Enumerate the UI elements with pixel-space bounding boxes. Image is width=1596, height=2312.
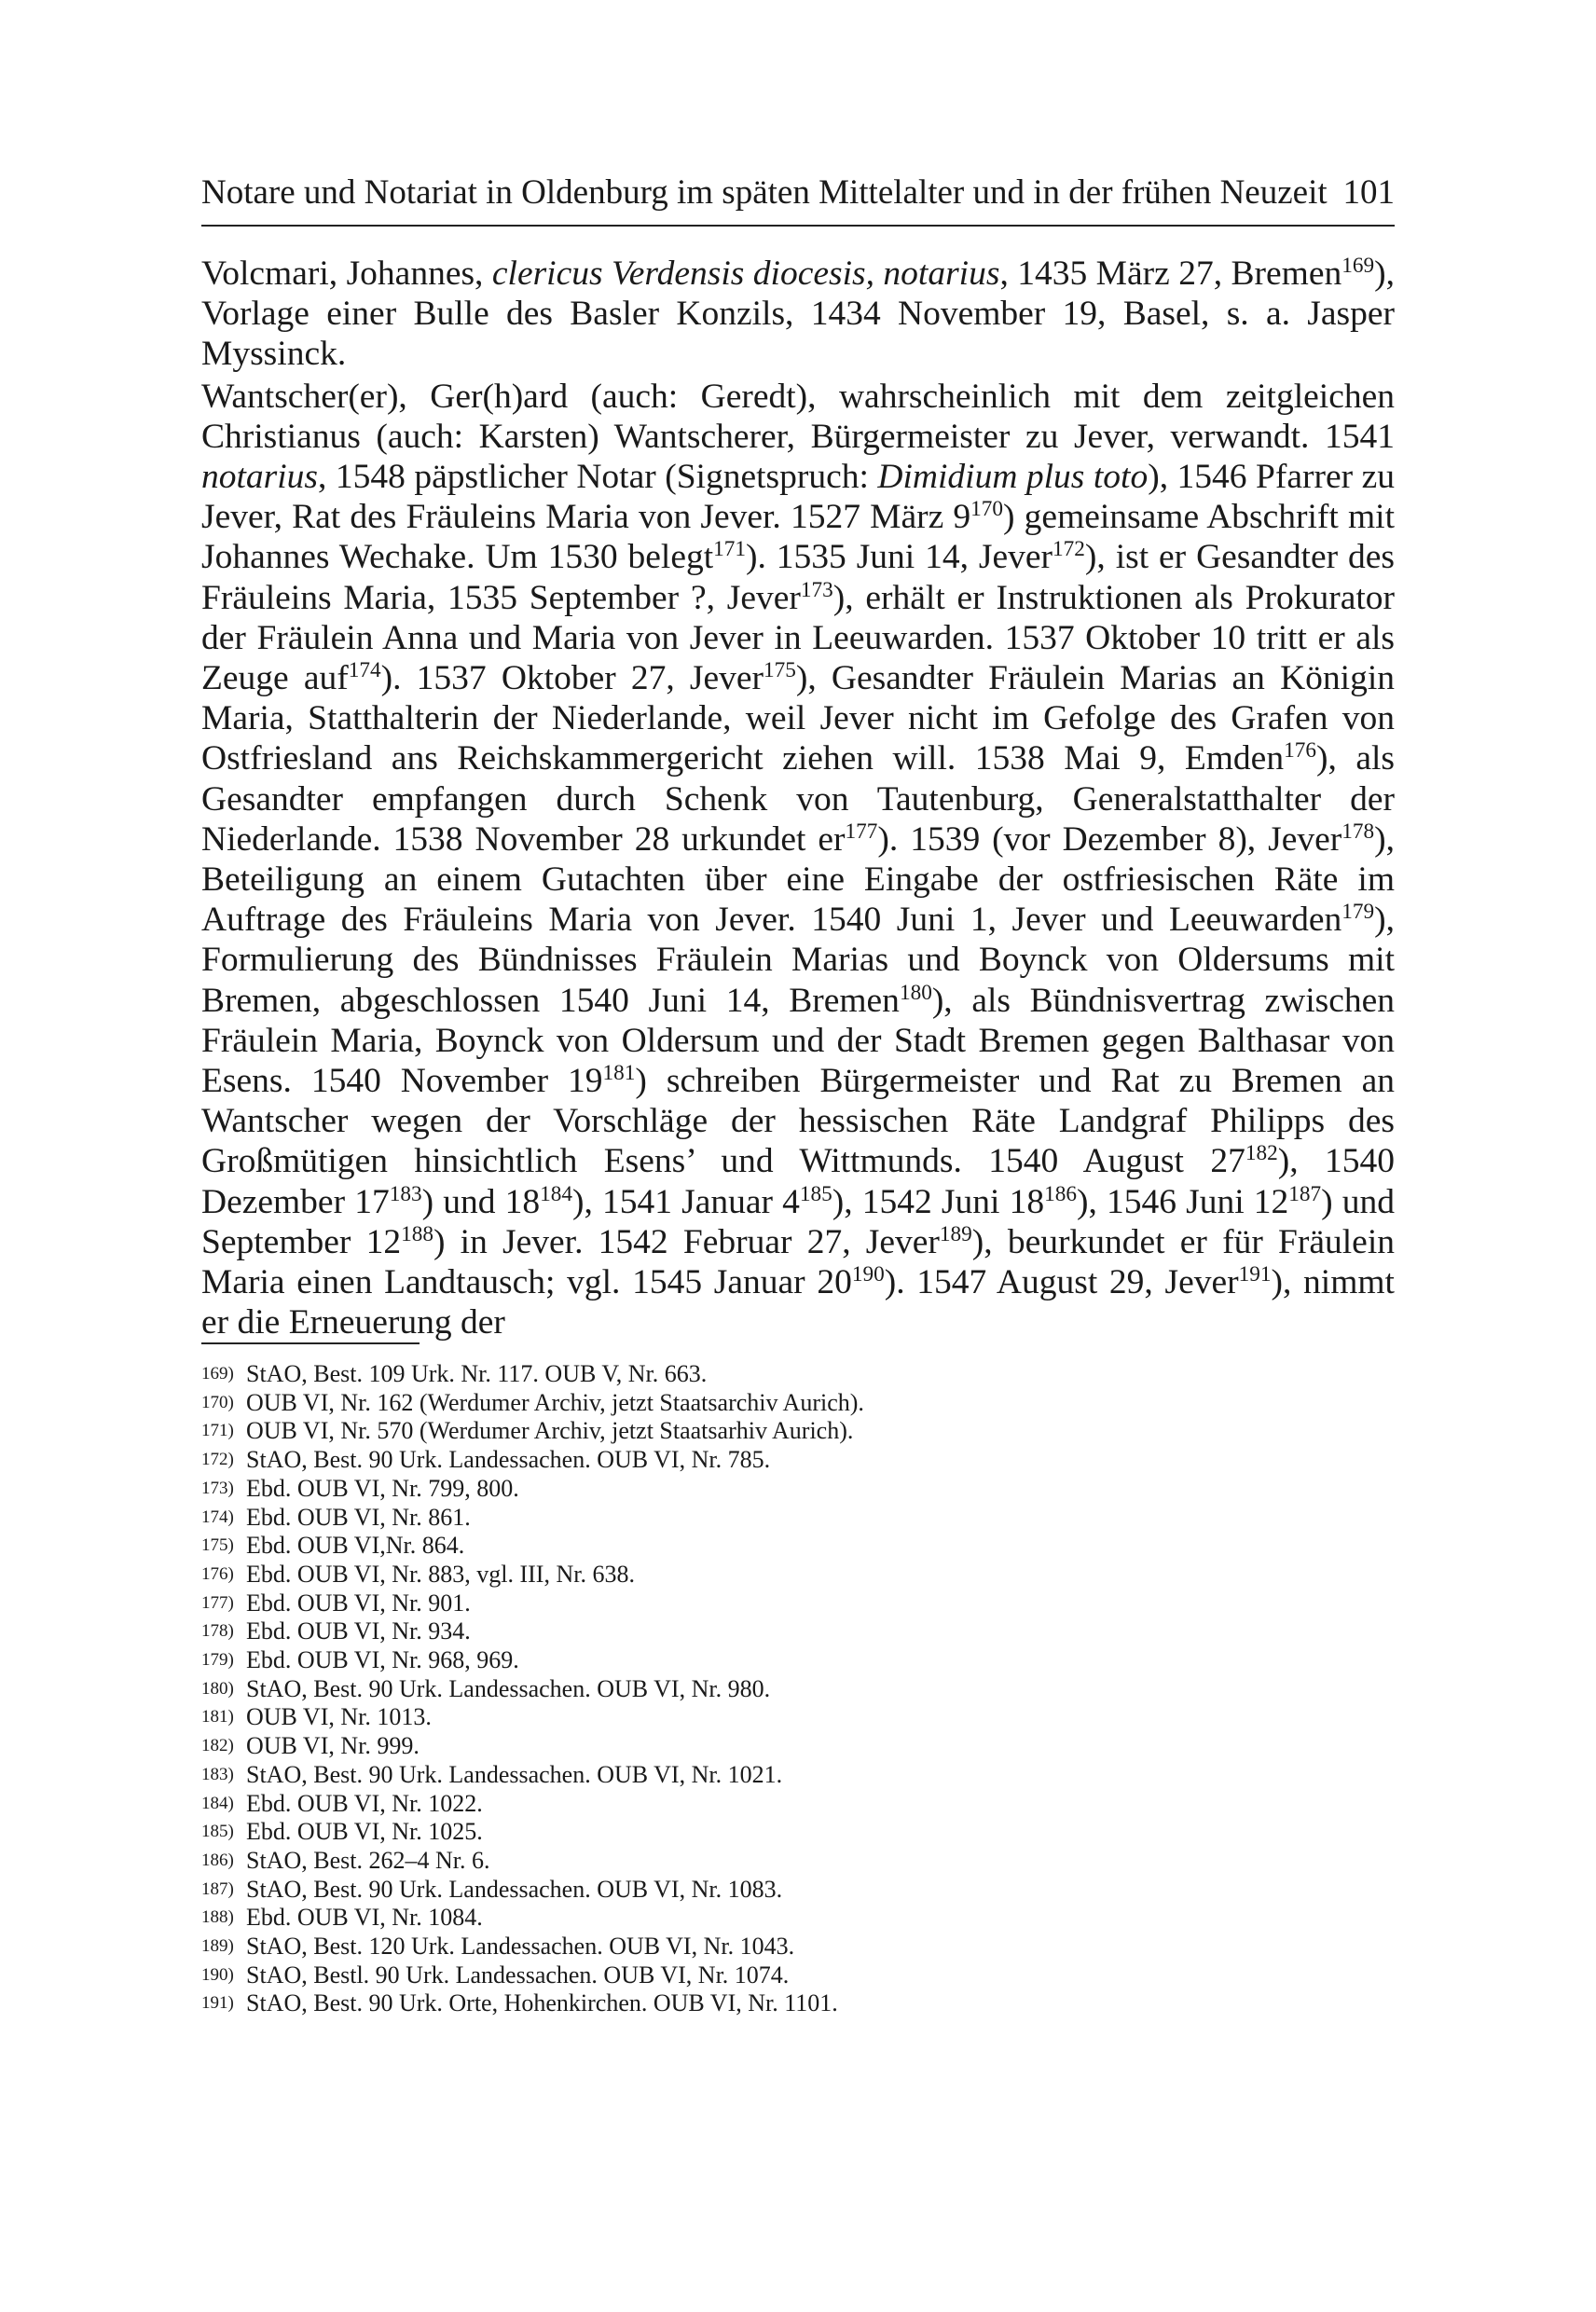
footnote (201, 1561, 1395, 1590)
footnote (201, 1961, 1395, 1990)
text-run: ), erhält er Instruktionen als Prokurator der Fräulein Anna und Maria von Jever in Leeuwarden. 1537 Oktober 10 tritt er als Zeuge auf (201, 578, 1395, 698)
footnote-rule (201, 1342, 420, 1344)
footnote-number: 172) (201, 1450, 234, 1470)
text-run: ). 1539 (vor Dezember 8), Jever (877, 819, 1342, 859)
footnote-number: 188) (201, 1907, 234, 1928)
footnote-text: StAO, Best. 90 Urk. Landessachen. OUB VI, Nr. 1021. (246, 1760, 783, 1788)
text-run: ), 1540 Dezember 17 (201, 1142, 1395, 1221)
footnote-marker: 174 (348, 658, 381, 683)
footnote (201, 1389, 1395, 1418)
footnote-text: StAO, Bestl. 90 Urk. Landessachen. OUB VI, Nr. 1074. (246, 1961, 790, 1989)
footnote-text: StAO, Best. 90 Urk. Landessachen. OUB VI, Nr. 785. (246, 1446, 771, 1474)
footnotes (201, 1360, 1395, 2018)
footnote-number: 169) (201, 1364, 234, 1383)
text-run: ). 1537 Oktober 27, Jever (380, 659, 764, 698)
footnote (201, 1847, 1395, 1876)
text-run: ), als Bündnisvertrag zwischen Fräulein Maria, Boynck von Oldersum und der Stadt Bremen gegen Balthasar von Esens. 1540 November 19 (201, 981, 1395, 1101)
body-text (201, 254, 1395, 1342)
text-run: ) und September 12 (201, 1182, 1396, 1261)
text-run: ) in Jever. 1542 Februar 27, Jever (433, 1222, 940, 1261)
text-run: ). 1535 Juni 14, Jever (746, 538, 1053, 577)
footnote (201, 1590, 1395, 1618)
footnote-text: StAO, Best. 262–4 Nr. 6. (246, 1846, 490, 1874)
footnote-text: Ebd. OUB VI, Nr. 934. (246, 1617, 471, 1645)
footnote-number: 181) (201, 1707, 234, 1727)
footnote-number: 184) (201, 1793, 234, 1813)
footnote-number: 175) (201, 1535, 234, 1556)
footnote-marker: 170 (970, 497, 1004, 522)
footnote-text: OUB VI, Nr. 1013. (246, 1703, 432, 1731)
footnote (201, 1761, 1395, 1790)
footnote-marker: 175 (764, 658, 796, 683)
text-run: ) gemeinsame Abschrift mit Johannes Wechake. Um 1530 belegt (201, 498, 1395, 577)
running-header (201, 170, 1395, 216)
footnote-number: 191) (201, 1993, 234, 2014)
footnote-number: 180) (201, 1678, 234, 1699)
footnote-number: 185) (201, 1822, 234, 1842)
footnote-marker: 178 (1341, 819, 1375, 845)
footnote-text: Ebd. OUB VI, Nr. 901. (246, 1589, 471, 1617)
footnote-number: 176) (201, 1563, 234, 1584)
footnote-text: StAO, Best. 109 Urk. Nr. 117. OUB V, Nr. 663. (246, 1360, 708, 1387)
text-run: ), 1541 Januar 4 (572, 1182, 800, 1221)
footnote-number: 186) (201, 1850, 234, 1870)
footnote (201, 1904, 1395, 1933)
footnote-marker: 176 (1284, 738, 1316, 764)
header-rule (201, 225, 1395, 227)
footnote-marker: 185 (799, 1181, 832, 1206)
footnote-text: Ebd. OUB VI, Nr. 883, vgl. III, Nr. 638. (246, 1560, 635, 1588)
footnote-text: Ebd. OUB VI, Nr. 799, 800. (246, 1474, 519, 1502)
footnote-number: 171) (201, 1421, 234, 1441)
text-run: ), als Gesandter empfangen durch Schenk von Tautenburg, Generalstatthalter der Niederlande. 1538 November 28 urkundet er (201, 739, 1395, 859)
text-run: notarius (201, 458, 319, 497)
footnote-text: OUB VI, Nr. 999. (246, 1732, 420, 1760)
footnote-marker: 191 (1238, 1262, 1272, 1287)
footnote-number: 179) (201, 1650, 234, 1671)
footnote-number: 182) (201, 1736, 234, 1756)
footnote-number: 178) (201, 1621, 234, 1642)
footnote-number: 190) (201, 1964, 234, 1985)
text-run: Dimidium plus toto (877, 458, 1149, 497)
footnote (201, 1646, 1395, 1675)
footnote-number: 187) (201, 1878, 234, 1899)
footnote-number: 174) (201, 1507, 234, 1527)
footnote-text: StAO, Best. 120 Urk. Landessachen. OUB VI, Nr. 1043. (246, 1933, 795, 1961)
text-run: , 1548 päpstlicher Notar (Signetspruch: (318, 458, 878, 497)
footnote-marker: 173 (800, 577, 833, 602)
text-run: clericus Verdensis diocesis, notarius (491, 255, 1000, 293)
text-run: ), 1546 Juni 12 (1076, 1182, 1289, 1221)
footnote-text: Ebd. OUB VI, Nr. 861. (246, 1503, 471, 1531)
footnote-marker: 184 (540, 1181, 572, 1206)
footnote-text: Ebd. OUB VI, Nr. 968, 969. (246, 1646, 519, 1674)
footnote-marker: 182 (1245, 1141, 1278, 1166)
footnote (201, 1446, 1395, 1475)
footnote (201, 1989, 1395, 2018)
footnote-text: StAO, Best. 90 Urk. Landessachen. OUB VI, Nr. 1083. (246, 1875, 783, 1903)
footnote (201, 1617, 1395, 1646)
footnote-marker: 188 (401, 1222, 433, 1247)
footnote (201, 1790, 1395, 1819)
footnote (201, 1703, 1395, 1732)
footnote-number: 173) (201, 1478, 234, 1498)
text-run: ) schreiben Bürgermeister und Rat zu Bremen an Wantscher wegen der Vorschläge der hessischen Räte Landgraf Philipps des Großmütigen hinsichtlich Esens’ und Wittmunds. 1540 August 27 (201, 1062, 1396, 1181)
text-run: ), Formulierung des Bündnisses Fräulein Marias und Boynck von Oldersums mit Bremen, abgeschlossen 1540 Juni 14, Bremen (201, 901, 1395, 1020)
text-run: ), nimmt er die Erneuerung der (201, 1263, 1395, 1342)
footnote (201, 1876, 1395, 1905)
text-run: ), 1542 Juni 18 (832, 1182, 1045, 1221)
footnote (201, 1532, 1395, 1561)
text-run: ), beurkundet er für Fräulein Maria einen Landtausch; vgl. 1545 Januar 20 (201, 1222, 1395, 1302)
text-run: Wantscher(er), Ger(h)ard (auch: Geredt), wahrscheinlich mit dem zeitgleichen Christianus (auch: Karsten) Wantscherer, Bürgermeister zu Jever, verwandt. 1541 (201, 377, 1395, 456)
footnote-text: Ebd. OUB VI,Nr. 864. (246, 1532, 465, 1560)
footnote-marker: 169 (1341, 254, 1375, 279)
footnote-marker: 179 (1341, 900, 1375, 925)
text-run: ), Beteiligung an einem Gutachten über eine Eingabe der ostfriesischen Räte im Auftrage des Fräuleins Maria von Jever. 1540 Juni 1, Jever und Leeuwarden (201, 819, 1395, 940)
text-run: Volcmari, Johannes, (201, 255, 492, 293)
footnote-marker: 189 (939, 1222, 972, 1247)
text-run: ). 1547 August 29, Jever (884, 1263, 1239, 1302)
text-run: ), ist er Gesandter des Fräuleins Maria, 1535 September ?, Jever (201, 538, 1395, 617)
footnote (201, 1360, 1395, 1389)
footnote-marker: 172 (1053, 537, 1085, 562)
footnote (201, 1475, 1395, 1504)
footnote-text: StAO, Best. 90 Urk. Orte, Hohenkirchen. OUB VI, Nr. 1101. (246, 1989, 838, 2017)
footnote-text: OUB VI, Nr. 162 (Werdumer Archiv, jetzt Staatsarchiv Aurich). (246, 1388, 864, 1416)
footnote-marker: 181 (602, 1061, 636, 1086)
footnote-text: Ebd. OUB VI, Nr. 1022. (246, 1789, 483, 1817)
footnote-text: OUB VI, Nr. 570 (Werdumer Archiv, jetzt Staatsarhiv Aurich). (246, 1417, 854, 1445)
footnote-text: StAO, Best. 90 Urk. Landessachen. OUB VI, Nr. 980. (246, 1674, 771, 1702)
footnote (201, 1675, 1395, 1704)
footnote-number: 189) (201, 1936, 234, 1957)
footnote-marker: 187 (1288, 1181, 1322, 1206)
footnote-number: 183) (201, 1764, 234, 1784)
text-run: , 1435 März 27, Bremen (999, 255, 1342, 293)
footnote (201, 1818, 1395, 1847)
footnote (201, 1417, 1395, 1446)
footnote (201, 1504, 1395, 1533)
text-run: ), 1546 Pfarrer zu Jever, Rat des Fräuleins Maria von Jever. 1527 März 9 (201, 458, 1395, 537)
footnote-text: Ebd. OUB VI, Nr. 1025. (246, 1818, 483, 1846)
footnote (201, 1933, 1395, 1961)
footnote-marker: 186 (1044, 1181, 1077, 1206)
paragraph (201, 254, 1395, 375)
text-run: ), Vorlage einer Bulle des Basler Konzils, 1434 November 19, Basel, s. a. Jasper Myssinck. (201, 255, 1395, 374)
footnote-marker: 183 (389, 1181, 422, 1206)
footnote-marker: 180 (899, 980, 932, 1005)
footnote (201, 1732, 1395, 1761)
header-title: Notare und Notariat in Oldenburg im späten Mittelalter und in der frühen Neuzeit (201, 173, 1328, 212)
footnote-number: 177) (201, 1592, 234, 1613)
footnote-number: 170) (201, 1392, 234, 1412)
paragraph (201, 377, 1395, 1343)
footnote-marker: 190 (851, 1262, 885, 1287)
footnote-marker: 171 (713, 537, 747, 562)
page-number: 101 (1342, 173, 1395, 212)
footnote-text: Ebd. OUB VI, Nr. 1084. (246, 1904, 483, 1932)
footnote-marker: 177 (845, 819, 878, 845)
text-run: ), Gesandter Fräulein Marias an Königin Maria, Statthalterin der Niederlande, weil Jever nicht im Gefolge des Grafen von Ostfriesland ans Reichskammergericht ziehen will. 1538 Mai 9, Emden (201, 659, 1395, 778)
text-run: ) und 18 (421, 1182, 541, 1221)
